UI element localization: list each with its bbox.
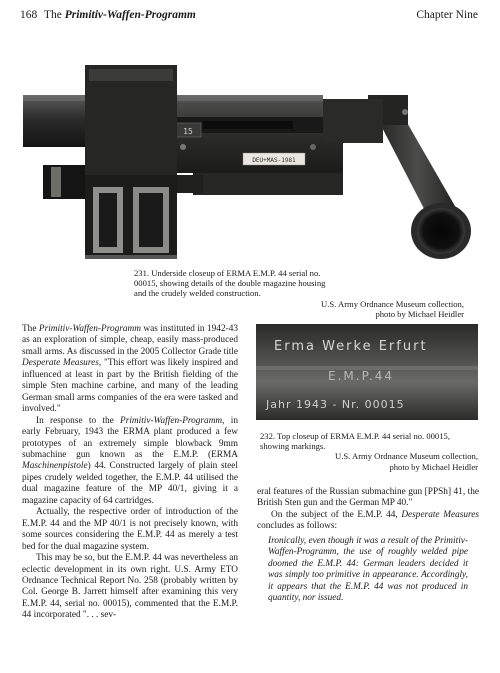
running-header-left	[20, 9, 196, 21]
body-text-left-column	[22, 324, 238, 622]
book-title-prefix: The	[43, 9, 62, 21]
paragraph: The Primitiv-Waffen-Programm was instituted in 1942-43 as an exploration of simple, cheap, easily mass-produced small arms. As discussed in the 2005 Collector Grade title Desperate Measures, "This effort was likely inspired and influenced at least in part by the British fielding of the simple Sten machine carbine, and many of the leading German small arms companies of the era were tasked and involved."	[22, 324, 239, 415]
engraving-model: E.M.P.44	[328, 369, 395, 383]
engraving-maker: Erma Werke Erfurt	[274, 339, 428, 354]
caption-line: 231. Underside closeup of ERMA E.M.P. 44 serial no.	[134, 268, 321, 278]
chapter-title: Chapter Nine	[416, 9, 478, 21]
paragraph: On the subject of the E.M.P. 44, Desperate Measures concludes as follows:	[257, 509, 479, 532]
caption-line: 232. Top closeup of ERMA E.M.P. 44 serial no. 00015,	[260, 431, 450, 441]
book-title: Primitiv-Waffen-Programm	[64, 9, 196, 21]
paragraph: In response to the Primitiv-Waffen-Programm, in early February, 1943 the ERMA plant produced a few prototypes of an extremely simple blowback 9mm submachine gun known as the E.M.P. (ERMA Maschinenpistole) 44. Constructed largely of plain steel pipes crudely welded together, the E.M.P. 44 utilised the dual magazine feature of the MP 40/1, giving it a magazine capacity of 64 cartridges.	[22, 415, 238, 506]
figure-232-caption	[260, 431, 478, 472]
engraving-serial: Jahr 1943 - Nr. 00015	[266, 398, 405, 411]
photo-credit: photo by Michael Heidler	[389, 461, 478, 472]
page-number: 168	[20, 9, 38, 21]
caption-line: 00015, showing details of the double magazine housing	[134, 278, 326, 289]
photo-credit: U.S. Army Ordnance Museum collection,	[321, 298, 464, 309]
serial-stamp: 15	[183, 127, 193, 136]
caption-line: showing markings.	[260, 441, 326, 452]
paragraph: Actually, the respective order of introduction of the E.M.P. 44 and the MP 40/1 is not precisely known, with some sources considering the E.M.P. 44 as merely a test bed for the dual magazine system.	[22, 507, 238, 552]
figure-231-caption	[134, 268, 464, 319]
body-text-right-column	[257, 487, 479, 533]
photo-credit: U.S. Army Ordnance Museum collection,	[335, 451, 478, 462]
magazine-housing	[85, 65, 177, 259]
museum-label-text: DEU+MAS-1981	[252, 157, 296, 164]
gun-underside-photo	[23, 55, 479, 262]
caption-line: and the crudely welded construction.	[134, 288, 261, 299]
paragraph: eral features of the Russian submachine gun [PPSh] 41, the British Sten gun and the German MP 40."	[257, 487, 479, 509]
gun-markings-photo	[256, 324, 478, 420]
photo-credit: photo by Michael Heidler	[375, 308, 464, 319]
block-quote: Ironically, even though it was a result of the Primitiv-Waffen-Programm, the use of roughly welded pipe doomed the E.M.P. 44: German leaders decided it was simply too primitive in appearance. Accordingly, it appears that the E.M.P. 44 was not produced in quantity, nor issued.	[268, 536, 468, 604]
paragraph: This may be so, but the E.M.P. 44 was nevertheless an eclectic development in its own right. U.S. Army ETO Ordnance Technical Report No. 258 (probably written by Col. George B. Jarrett himself after examining this very E.M.P. 44, serial no. 00015), commented that the E.M.P. 44 incorporated ". . . sev-	[22, 553, 238, 621]
